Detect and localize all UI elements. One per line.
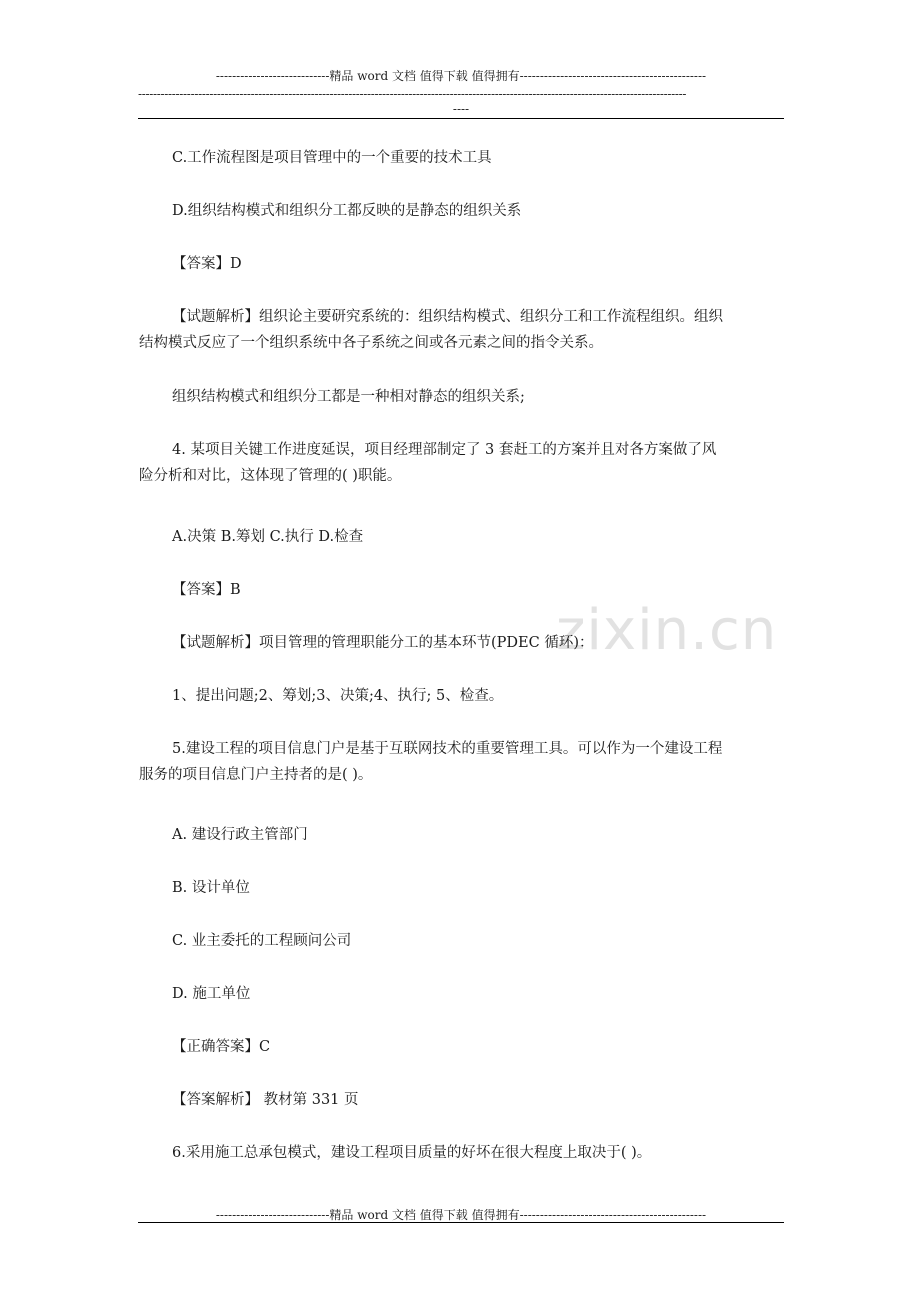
answer-q4: 【答案】B xyxy=(172,582,241,598)
option-d: D.组织结构模式和组织分工都反映的是静态的组织关系 xyxy=(172,203,522,219)
explanation-q5: 【答案解析】 教材第 331 页 xyxy=(172,1092,359,1108)
answer-q5: 【正确答案】C xyxy=(172,1039,271,1055)
explanation-q3-line2: 结构模式反应了一个组织系统中各子系统之间或各元素之间的指令关系。 xyxy=(139,335,603,351)
question-6: 6.采用施工总承包模式，建设工程项目质量的好坏在很大程度上取决于( )。 xyxy=(172,1145,652,1161)
explanation-q3-line1: 【试题解析】组织论主要研究系统的：组织结构模式、组织分工和工作流程组织。组织 xyxy=(172,309,723,325)
answer-q3: 【答案】D xyxy=(172,256,242,272)
question-4 xyxy=(139,437,784,489)
explanation-q4-steps: 1、提出问题;2、筹划;3、决策;4、执行; 5、检查。 xyxy=(172,688,504,704)
explanation-q3-note: 组织结构模式和组织分工都是一种相对静态的组织关系; xyxy=(172,389,525,405)
watermark-logo: zixin.cn xyxy=(556,598,778,663)
question-5-line2: 服务的项目信息门户主持者的是( )。 xyxy=(139,767,373,783)
question-5-line1: 5.建设工程的项目信息门户是基于互联网技术的重要管理工具。可以作为一个建设工程 xyxy=(172,741,723,757)
question-4-line2: 险分析和对比，这体现了管理的( )职能。 xyxy=(139,468,402,484)
q5-option-c: C. 业主委托的工程顾问公司 xyxy=(172,933,352,949)
page-header-banner: ----------------------------精品 word 文档 值得下载 值得拥有---------------------------------------------- xyxy=(215,69,707,83)
question-5 xyxy=(139,736,784,788)
q5-option-a: A. 建设行政主管部门 xyxy=(172,827,308,843)
explanation-q3 xyxy=(139,304,784,356)
page-header-dashes-tail: ---- xyxy=(452,102,470,116)
header-rule xyxy=(138,118,784,119)
page-footer-banner: ----------------------------精品 word 文档 值得下载 值得拥有---------------------------------------------- xyxy=(215,1208,707,1222)
question-4-line1: 4. 某项目关键工作进度延误，项目经理部制定了 3 套赶工的方案并且对各方案做了风 xyxy=(172,442,717,458)
question-4-options: A.决策 B.筹划 C.执行 D.检查 xyxy=(172,529,364,545)
explanation-q4: 【试题解析】项目管理的管理职能分工的基本环节(PDEC 循环)： xyxy=(172,635,594,651)
page-header-dashes: -------------------------------------------------------------------------------------------------------------------------------------------------- xyxy=(138,87,687,101)
footer-rule xyxy=(138,1222,784,1223)
q5-option-b: B. 设计单位 xyxy=(172,880,250,896)
option-c: C.工作流程图是项目管理中的一个重要的技术工具 xyxy=(172,150,492,166)
q5-option-d: D. 施工单位 xyxy=(172,986,251,1002)
